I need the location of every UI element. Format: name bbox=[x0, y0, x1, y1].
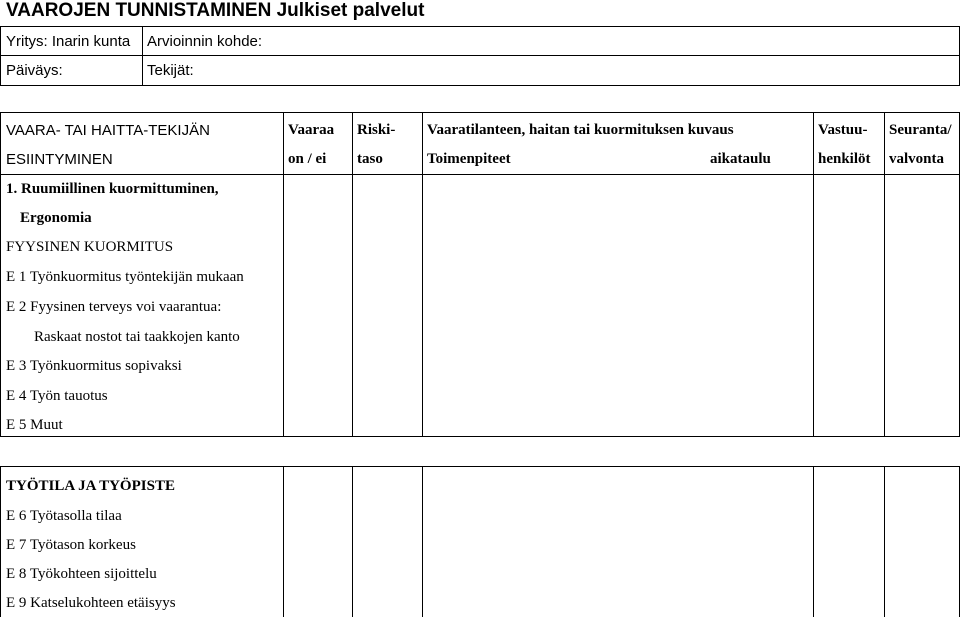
column-divider-2 bbox=[352, 112, 353, 437]
info-column-divider bbox=[142, 26, 143, 86]
info-border-bottom bbox=[0, 85, 960, 86]
section-heading: 1. Ruumiillinen kuormittuminen, bbox=[6, 181, 219, 197]
header-hazard: Vaaraa bbox=[288, 122, 335, 138]
header-supervision: valvonta bbox=[889, 151, 945, 167]
header-level: taso bbox=[357, 151, 383, 167]
info-block bbox=[0, 26, 960, 86]
info-border-left bbox=[0, 26, 1, 86]
list-item: E 3 Työnkuormitus sopivaksi bbox=[6, 358, 182, 374]
hazard-table bbox=[0, 112, 960, 437]
column-divider-3 bbox=[422, 112, 423, 437]
header-description: Vaaratilanteen, haitan tai kuormituksen kuvaus bbox=[427, 122, 734, 138]
header-monitoring: Seuranta/ bbox=[889, 122, 952, 138]
section-subheading: FYYSINEN KUORMITUS bbox=[6, 239, 174, 255]
section2-heading: TYÖTILA JA TYÖPISTE bbox=[6, 478, 175, 494]
section2-column-divider-1 bbox=[283, 466, 284, 617]
section2-column-divider-2 bbox=[352, 466, 353, 617]
section2-column-divider-5 bbox=[884, 466, 885, 617]
column-divider-4 bbox=[813, 112, 814, 437]
table-border-left bbox=[0, 112, 1, 437]
list-item: E 8 Työkohteen sijoittelu bbox=[6, 566, 157, 582]
header-occurrence: ESIINTYMINEN bbox=[6, 151, 113, 168]
section2-border-top bbox=[0, 466, 960, 467]
header-risk: Riski- bbox=[357, 122, 396, 138]
info-divider bbox=[0, 55, 960, 56]
list-item: E 9 Katselukohteen etäisyys bbox=[6, 595, 176, 611]
header-schedule: aikataulu bbox=[710, 151, 771, 167]
list-item: E 1 Työnkuormitus työntekijän mukaan bbox=[6, 269, 244, 285]
list-item: E 5 Muut bbox=[6, 417, 63, 433]
section2-border-left bbox=[0, 466, 1, 617]
assessment-subject-label: Arvioinnin kohde: bbox=[147, 33, 263, 50]
list-item-cont: Raskaat nostot tai taakkojen kanto bbox=[34, 329, 240, 345]
info-border-top bbox=[0, 26, 960, 27]
list-item: E 4 Työn tauotus bbox=[6, 388, 108, 404]
table-border-top bbox=[0, 112, 960, 113]
list-item: E 2 Fyysinen terveys voi vaarantua: bbox=[6, 299, 222, 315]
header-persons: henkilöt bbox=[818, 151, 871, 167]
column-divider-5 bbox=[884, 112, 885, 437]
header-measures: Toimenpiteet bbox=[427, 151, 511, 167]
header-yes-no: on / ei bbox=[288, 151, 327, 167]
list-item: E 7 Työtason korkeus bbox=[6, 537, 136, 553]
table-border-bottom bbox=[0, 436, 960, 437]
workspace-section bbox=[0, 466, 960, 617]
section2-column-divider-3 bbox=[422, 466, 423, 617]
header-hazard-source: VAARA- TAI HAITTA-TEKIJÄN bbox=[6, 122, 210, 139]
header-responsible: Vastuu- bbox=[818, 122, 868, 138]
column-divider-1 bbox=[283, 112, 284, 437]
authors-label: Tekijät: bbox=[147, 62, 194, 79]
list-item: E 6 Työtasolla tilaa bbox=[6, 508, 122, 524]
date-label: Päiväys: bbox=[6, 62, 63, 79]
section-heading-cont: Ergonomia bbox=[20, 210, 92, 226]
section2-column-divider-4 bbox=[813, 466, 814, 617]
header-divider bbox=[0, 174, 960, 175]
document-title: VAAROJEN TUNNISTAMINEN Julkiset palvelut bbox=[6, 0, 425, 21]
company-label: Yritys: Inarin kunta bbox=[6, 33, 131, 50]
